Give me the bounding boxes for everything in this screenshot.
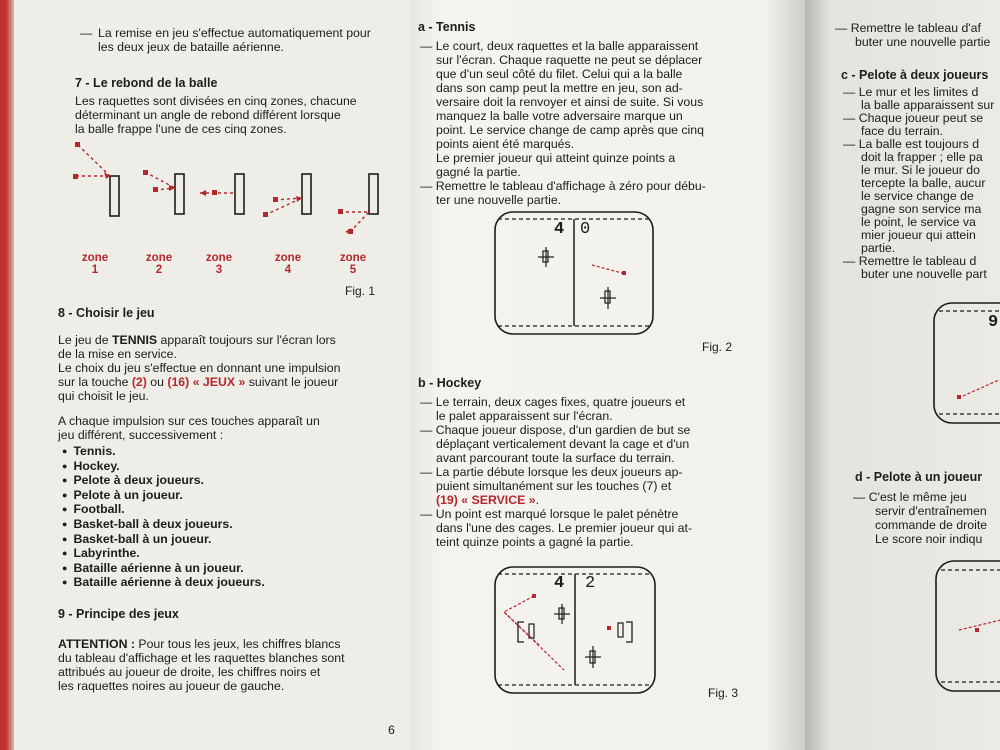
tennis-line: point. Le service change de camp après que cinq bbox=[436, 123, 704, 137]
pelote-2-title: c - Pelote à deux joueurs bbox=[841, 68, 989, 82]
middle-page bbox=[410, 0, 805, 750]
key-19-ref: (19) bbox=[436, 493, 458, 507]
attention-label: ATTENTION : bbox=[58, 637, 135, 651]
attention-line-3: attribués au joueur de droite, les chiffres noirs et bbox=[58, 665, 321, 679]
pelote-1-line: commande de droite bbox=[875, 518, 988, 532]
zone-number: 5 bbox=[349, 264, 357, 276]
pelote-2-line: doit la frapper ; elle pa bbox=[861, 150, 983, 164]
s8-p2-line-2: jeu différent, successivement : bbox=[58, 428, 224, 442]
key-16-ref: (16) bbox=[167, 375, 190, 389]
zone-word: zone bbox=[81, 252, 109, 264]
right-top-line: buter une nouvelle partie bbox=[855, 35, 991, 49]
s8-text: sur la touche bbox=[58, 375, 132, 389]
zone-label-4 bbox=[268, 252, 308, 276]
hockey-line: puient simultanément sur les touches (7) et bbox=[436, 479, 672, 493]
hockey-line: — La partie débute lorsque les deux joueurs ap- bbox=[420, 465, 683, 479]
game-item: ● Basket-ball à deux joueurs. bbox=[62, 518, 265, 533]
zone-word: zone bbox=[205, 252, 233, 264]
pelote-2-line: — Chaque joueur peut se bbox=[843, 111, 984, 125]
zone-label-1 bbox=[75, 252, 115, 276]
game-item: ● Labyrinthe. bbox=[62, 547, 265, 562]
game-item: ● Bataille aérienne à un joueur. bbox=[62, 562, 265, 577]
pelote-2-line: le service change de bbox=[861, 189, 974, 203]
s7-line-1: Les raquettes sont divisées en cinq zones, chacune bbox=[75, 94, 357, 108]
intro-line-2: les deux jeux de bataille aérienne. bbox=[98, 40, 284, 54]
page-number: 6 bbox=[388, 723, 395, 737]
game-item: ● Basket-ball à un joueur. bbox=[62, 533, 265, 548]
pelote-2-line: — Remettre le tableau d bbox=[843, 254, 977, 268]
fig2-score-left: 4 bbox=[554, 220, 565, 239]
tennis-line: sur l'écran. Chaque raquette ne peut se déplacer bbox=[436, 53, 703, 67]
tennis-line: points aient été marqués. bbox=[436, 137, 575, 151]
game-item: ● Hockey. bbox=[62, 460, 265, 475]
hockey-text: . bbox=[535, 493, 539, 507]
game-item: ● Tennis. bbox=[62, 445, 265, 460]
hockey-line: — Un point est marqué lorsque le palet pénètre bbox=[420, 507, 679, 521]
pelote-1-line: Le score noir indiqu bbox=[875, 532, 983, 546]
s8-line-5: qui choisit le jeu. bbox=[58, 389, 149, 403]
tennis-line: que d'un seul côté du filet. Celui qui a la balle bbox=[436, 67, 683, 81]
tennis-line: ter une nouvelle partie. bbox=[436, 193, 562, 207]
pelote-2-line: — Le mur et les limites d bbox=[843, 85, 979, 99]
hockey-line-service bbox=[436, 493, 539, 507]
attention-line-2: du tableau d'affichage et les raquettes blanches sont bbox=[58, 651, 345, 665]
jeux-key-label: « JEUX » bbox=[189, 375, 246, 389]
pelote-2-line: partie. bbox=[861, 241, 896, 255]
pelote-1-title: d - Pelote à un joueur bbox=[855, 470, 983, 484]
zone-number: 2 bbox=[155, 264, 163, 276]
pelote-1-screen-figure bbox=[935, 560, 1000, 700]
section-7-title: 7 - Le rebond de la balle bbox=[75, 76, 218, 90]
section-8-title: 8 - Choisir le jeu bbox=[58, 306, 155, 320]
left-page bbox=[0, 0, 410, 750]
zone-label-2 bbox=[139, 252, 179, 276]
fig3-score-left: 4 bbox=[554, 574, 565, 593]
s8-p2-line-1: A chaque impulsion sur ces touches apparaît un bbox=[58, 414, 320, 428]
key-2-ref: (2) bbox=[131, 375, 147, 389]
pelote-2-line: mier joueur qui attein bbox=[861, 228, 976, 242]
figure-3-hockey-screen bbox=[494, 566, 656, 694]
pelote-2-line: buter une nouvelle part bbox=[861, 267, 987, 281]
game-item: ● Pelote à deux joueurs. bbox=[62, 474, 265, 489]
hockey-line: — Chaque joueur dispose, d'un gardien de but se bbox=[420, 423, 691, 437]
tennis-title: a - Tennis bbox=[418, 20, 476, 34]
tennis-line: manquez la balle votre adversaire marque un bbox=[436, 109, 683, 123]
hockey-line: dans l'une des cages. Le premier joueur qui at- bbox=[436, 521, 692, 535]
zone-word: zone bbox=[145, 252, 173, 264]
pelote-1-line: servir d'entraînemen bbox=[875, 504, 987, 518]
game-item: ● Bataille aérienne à deux joueurs. bbox=[62, 576, 265, 591]
tennis-line: — Le court, deux raquettes et la balle apparaissent bbox=[420, 39, 699, 53]
s8-line-3: Le choix du jeu s'effectue en donnant une impulsion bbox=[58, 361, 341, 375]
game-item: ● Football. bbox=[62, 503, 265, 518]
pelote-2-line: — La balle est toujours d bbox=[843, 137, 980, 151]
right-top-line: — Remettre le tableau d'af bbox=[835, 21, 981, 35]
section-9-title: 9 - Principe des jeux bbox=[58, 607, 179, 621]
tennis-keyword: TENNIS bbox=[112, 333, 158, 347]
zone-number: 3 bbox=[215, 264, 223, 276]
s8-text: suivant le joueur bbox=[245, 375, 339, 389]
hockey-line: le palet apparaissent sur l'écran. bbox=[436, 409, 613, 423]
tennis-line: versaire doit la renvoyer et ainsi de suite. Si vous bbox=[436, 95, 704, 109]
pelote-2-line: le point, le service va bbox=[861, 215, 976, 229]
zone-word: zone bbox=[274, 252, 302, 264]
tennis-line: Le premier joueur qui atteint quinze points a bbox=[436, 151, 676, 165]
pelote-2-score: 9 bbox=[988, 313, 999, 332]
pelote-1-line: — C'est le même jeu bbox=[853, 490, 967, 504]
right-page bbox=[805, 0, 1000, 750]
hockey-line: — Le terrain, deux cages fixes, quatre joueurs et bbox=[420, 395, 686, 409]
zone-word: zone bbox=[339, 252, 367, 264]
hockey-title: b - Hockey bbox=[418, 376, 482, 390]
s7-line-2: déterminant un angle de rebond différent lorsque bbox=[75, 108, 341, 122]
zone-number: 1 bbox=[91, 264, 99, 276]
service-key-label: « SERVICE » bbox=[457, 493, 536, 507]
attention-text: Pour tous les jeux, les chiffres blancs bbox=[134, 637, 341, 651]
zone-label-5 bbox=[333, 252, 373, 276]
tennis-line: — Remettre le tableau d'affichage à zéro pour débu- bbox=[420, 179, 706, 193]
intro-line-1: La remise en jeu s'effectue automatiquement pour bbox=[98, 26, 371, 40]
fig-1-caption: Fig. 1 bbox=[345, 284, 376, 298]
s7-line-3: la balle frappe l'une de ces cinq zones. bbox=[75, 122, 287, 136]
s8-line-2: de la mise en service. bbox=[58, 347, 177, 361]
tennis-line: gagné la partie. bbox=[436, 165, 521, 179]
attention-line-4: les raquettes noires au joueur de gauche. bbox=[58, 679, 285, 693]
s8-text: ou bbox=[146, 375, 168, 389]
s8-line-1 bbox=[58, 333, 336, 347]
attention-line-1 bbox=[58, 637, 340, 651]
game-item: ● Pelote à un joueur. bbox=[62, 489, 265, 504]
pelote-2-line: face du terrain. bbox=[861, 124, 944, 138]
pelote-2-line: le mur. Si le joueur do bbox=[861, 163, 980, 177]
zone-label-3 bbox=[199, 252, 239, 276]
hockey-line: déplaçant verticalement devant la cage et d'un bbox=[436, 437, 690, 451]
pelote-2-line: gagne son service ma bbox=[861, 202, 982, 216]
intro-dash: — bbox=[80, 26, 93, 40]
games-list bbox=[62, 445, 265, 591]
zone-number: 4 bbox=[284, 264, 292, 276]
hockey-line: teint quinze points a gagné la partie. bbox=[436, 535, 634, 549]
pelote-2-line: la balle apparaissent sur bbox=[861, 98, 995, 112]
fig3-score-right: 2 bbox=[585, 574, 596, 593]
tennis-line: dans son camp peut la mettre en jeu, son ad- bbox=[436, 81, 683, 95]
fig2-score-right: 0 bbox=[580, 220, 591, 239]
s8-text: apparaît toujours sur l'écran lors bbox=[157, 333, 336, 347]
hockey-line: avant parcourant toute la surface du terrain. bbox=[436, 451, 675, 465]
fig-3-caption: Fig. 3 bbox=[708, 686, 739, 700]
s8-line-4 bbox=[58, 375, 338, 389]
fig-2-caption: Fig. 2 bbox=[702, 340, 733, 354]
pelote-2-line: tercepte la balle, aucur bbox=[861, 176, 986, 190]
s8-text: Le jeu de bbox=[58, 333, 113, 347]
figure-2-tennis-screen bbox=[494, 211, 654, 335]
